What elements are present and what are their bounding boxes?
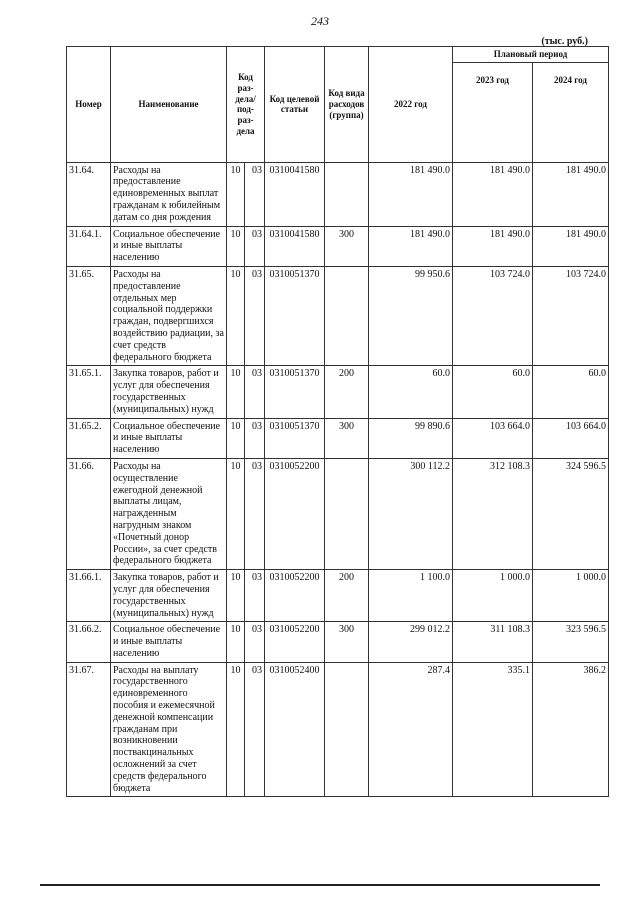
row-target: 0310052200 bbox=[265, 458, 325, 569]
row-expense-type bbox=[325, 662, 369, 797]
row-subsection: 03 bbox=[245, 570, 265, 622]
row-2024: 181 490.0 bbox=[533, 162, 609, 226]
row-name: Закупка товаров, работ и услуг для обеспечения государственных (муниципальных) нужд bbox=[111, 570, 227, 622]
table-row bbox=[67, 458, 609, 569]
row-2022: 300 112.2 bbox=[369, 458, 453, 569]
row-expense-type: 300 bbox=[325, 622, 369, 662]
table-row bbox=[67, 162, 609, 226]
row-number: 31.66.1. bbox=[67, 570, 111, 622]
row-number: 31.67. bbox=[67, 662, 111, 797]
row-number: 31.64. bbox=[67, 162, 111, 226]
row-name: Расходы на предоставление единовременных выплат гражданам к юбилейным датам со дня рождения bbox=[111, 162, 227, 226]
header-expense-type: Код вида расходов (группа) bbox=[325, 47, 369, 163]
table-row bbox=[67, 366, 609, 418]
row-name: Закупка товаров, работ и услуг для обеспечения государственных (муниципальных) нужд bbox=[111, 366, 227, 418]
row-2023: 311 108.3 bbox=[453, 622, 533, 662]
row-2024: 323 596.5 bbox=[533, 622, 609, 662]
row-section: 10 bbox=[227, 366, 245, 418]
row-2023: 335.1 bbox=[453, 662, 533, 797]
row-name: Расходы на предоставление отдельных мер социальной поддержки граждан, подвергшихся воздействию радиации, за счет средств федерального бюджета bbox=[111, 266, 227, 365]
header-section: Код раз-дела/ под-раз-дела bbox=[227, 47, 265, 163]
row-number: 31.66. bbox=[67, 458, 111, 569]
row-subsection: 03 bbox=[245, 162, 265, 226]
row-2023: 1 000.0 bbox=[453, 570, 533, 622]
header-target: Код целевой статьи bbox=[265, 47, 325, 163]
row-2024: 1 000.0 bbox=[533, 570, 609, 622]
row-expense-type bbox=[325, 162, 369, 226]
row-2022: 181 490.0 bbox=[369, 226, 453, 266]
row-section: 10 bbox=[227, 418, 245, 458]
row-expense-type: 200 bbox=[325, 570, 369, 622]
header-2023: 2023 год bbox=[453, 62, 533, 162]
row-target: 0310051370 bbox=[265, 366, 325, 418]
table-row bbox=[67, 226, 609, 266]
row-section: 10 bbox=[227, 266, 245, 365]
units-label: (тыс. руб.) bbox=[541, 36, 588, 47]
table-row bbox=[67, 418, 609, 458]
row-2024: 181 490.0 bbox=[533, 226, 609, 266]
row-section: 10 bbox=[227, 570, 245, 622]
row-target: 0310051370 bbox=[265, 418, 325, 458]
row-2023: 103 664.0 bbox=[453, 418, 533, 458]
budget-table bbox=[66, 46, 609, 797]
row-2023: 312 108.3 bbox=[453, 458, 533, 569]
row-2024: 386.2 bbox=[533, 662, 609, 797]
row-2022: 181 490.0 bbox=[369, 162, 453, 226]
header-planning-period: Плановый период bbox=[453, 47, 609, 63]
page-number: 243 bbox=[311, 14, 329, 28]
row-2023: 60.0 bbox=[453, 366, 533, 418]
row-2022: 287.4 bbox=[369, 662, 453, 797]
table-row bbox=[67, 570, 609, 622]
row-subsection: 03 bbox=[245, 266, 265, 365]
row-number: 31.65.2. bbox=[67, 418, 111, 458]
row-target: 0310041580 bbox=[265, 162, 325, 226]
row-2024: 103 664.0 bbox=[533, 418, 609, 458]
row-number: 31.66.2. bbox=[67, 622, 111, 662]
row-number: 31.65.1. bbox=[67, 366, 111, 418]
row-2022: 1 100.0 bbox=[369, 570, 453, 622]
row-2023: 103 724.0 bbox=[453, 266, 533, 365]
row-subsection: 03 bbox=[245, 418, 265, 458]
row-target: 0310051370 bbox=[265, 266, 325, 365]
row-2024: 324 596.5 bbox=[533, 458, 609, 569]
row-2023: 181 490.0 bbox=[453, 162, 533, 226]
header-2022: 2022 год bbox=[369, 47, 453, 163]
row-expense-type: 300 bbox=[325, 226, 369, 266]
row-2023: 181 490.0 bbox=[453, 226, 533, 266]
row-name: Социальное обеспечение и иные выплаты населению bbox=[111, 622, 227, 662]
row-expense-type: 300 bbox=[325, 418, 369, 458]
row-name: Расходы на выплату государственного единовременного пособия и ежемесячной денежной компенсации гражданам при возникновении поствакцинальных осложнений за счет средств федерального бюджета bbox=[111, 662, 227, 797]
row-2022: 60.0 bbox=[369, 366, 453, 418]
row-expense-type bbox=[325, 266, 369, 365]
row-subsection: 03 bbox=[245, 662, 265, 797]
row-target: 0310052400 bbox=[265, 662, 325, 797]
row-2024: 103 724.0 bbox=[533, 266, 609, 365]
row-target: 0310052200 bbox=[265, 622, 325, 662]
row-subsection: 03 bbox=[245, 226, 265, 266]
table-row bbox=[67, 662, 609, 797]
row-2022: 99 950.6 bbox=[369, 266, 453, 365]
bottom-rule bbox=[40, 884, 600, 886]
row-number: 31.64.1. bbox=[67, 226, 111, 266]
row-section: 10 bbox=[227, 662, 245, 797]
row-section: 10 bbox=[227, 162, 245, 226]
row-name: Расходы на осуществление ежегодной денежной выплаты лицам, награжденным нагрудным знаком «Почетный донор России», за счет средств федерального бюджета bbox=[111, 458, 227, 569]
header-name: Наименование bbox=[111, 47, 227, 163]
row-name: Социальное обеспечение и иные выплаты населению bbox=[111, 418, 227, 458]
row-number: 31.65. bbox=[67, 266, 111, 365]
row-subsection: 03 bbox=[245, 366, 265, 418]
table-row bbox=[67, 266, 609, 365]
row-name: Социальное обеспечение и иные выплаты населению bbox=[111, 226, 227, 266]
row-2024: 60.0 bbox=[533, 366, 609, 418]
row-expense-type: 200 bbox=[325, 366, 369, 418]
header-number: Номер bbox=[67, 47, 111, 163]
table-row bbox=[67, 622, 609, 662]
row-section: 10 bbox=[227, 622, 245, 662]
row-subsection: 03 bbox=[245, 622, 265, 662]
row-2022: 99 890.6 bbox=[369, 418, 453, 458]
row-subsection: 03 bbox=[245, 458, 265, 569]
row-expense-type bbox=[325, 458, 369, 569]
row-target: 0310041580 bbox=[265, 226, 325, 266]
row-target: 0310052200 bbox=[265, 570, 325, 622]
row-section: 10 bbox=[227, 458, 245, 569]
row-section: 10 bbox=[227, 226, 245, 266]
header-2024: 2024 год bbox=[533, 62, 609, 162]
row-2022: 299 012.2 bbox=[369, 622, 453, 662]
